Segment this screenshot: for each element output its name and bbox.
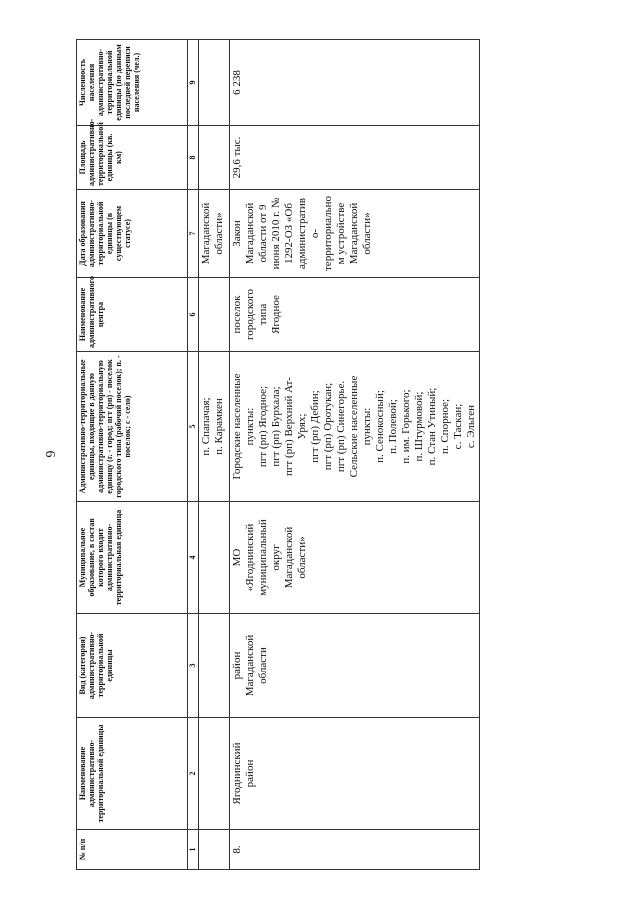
header-cell-num: № п/п [77, 830, 188, 870]
text-line: о- [309, 228, 321, 239]
unit-kind-cell [230, 614, 480, 718]
text-line: Магаданской [244, 202, 256, 265]
text-line: п. Спапачая; [200, 397, 212, 456]
header-cell-name: Наименование административно-территориальной единицы [77, 718, 188, 830]
text-line: административ [296, 198, 308, 269]
column-number: 8 [188, 126, 199, 190]
continued-date-cell [199, 190, 230, 278]
formation-date-cell [230, 190, 480, 278]
text-line: муниципальный [257, 519, 269, 596]
column-number-row [188, 40, 199, 870]
municipality-cell [230, 502, 480, 614]
text-line: пгт (рп) Оротукан; [322, 382, 334, 471]
population-cell: 6 238 [230, 40, 480, 126]
text-line: пгт (рп) Синегорье. [335, 380, 347, 473]
text-line: области» [213, 212, 225, 255]
text-line: п. Стан Утиный; [426, 387, 438, 466]
text-line: июня 2010 г. № [270, 197, 282, 270]
text-line: Магаданской [200, 202, 212, 265]
registry-table [76, 39, 480, 870]
text-line: п. Штурмовой; [413, 391, 425, 462]
header-cell-center: Наименование административного центра [77, 278, 188, 352]
column-number: 9 [188, 40, 199, 126]
text-line: п. Карамкен [213, 398, 225, 455]
header-cell-settlements: Административно-территориальные единицы, входящие в данную административно-территориальную единицу (г. - город; пгт (рп) - поселок городского типа (рабочий поселок); п. - поселок; с - село) [77, 352, 188, 502]
table-cell [199, 126, 230, 190]
text-line: пункты: [244, 407, 256, 446]
text-line: Закон [231, 220, 243, 247]
continued-settlements-cell [199, 352, 230, 502]
text-line: Городские населенные [231, 373, 243, 480]
text-line: район [244, 759, 256, 788]
header-row [77, 40, 188, 870]
text-line: Урях; [296, 413, 308, 440]
text-line: области от 9 [257, 204, 269, 263]
column-number: 7 [188, 190, 199, 278]
column-number: 3 [188, 614, 199, 718]
text-line: округ [270, 544, 282, 571]
text-line: Ягоднинский [231, 742, 243, 805]
table-cell [199, 278, 230, 352]
page-number: 6 [42, 450, 57, 458]
text-line: области [257, 647, 269, 684]
text-line: поселок [231, 295, 243, 334]
text-line: Магаданской [283, 526, 295, 589]
text-line: п. Спорное; [439, 398, 451, 455]
row-number-cell: 8. [230, 830, 480, 870]
text-line: области» [296, 536, 308, 579]
text-line: пгт (рп) Дебин; [309, 390, 321, 463]
table-cell [199, 40, 230, 126]
table-cell [199, 830, 230, 870]
text-line: пгт (рп) Бурхала; [270, 386, 282, 467]
column-number: 5 [188, 352, 199, 502]
column-number: 2 [188, 718, 199, 830]
text-line: Сельские населенные [348, 375, 360, 478]
text-line: Магаданской [348, 202, 360, 265]
text-line: пгт (рп) Ягодное; [257, 385, 269, 468]
continued-row [199, 40, 230, 870]
admin-center-cell [230, 278, 480, 352]
text-line: п. Сенокосный; [374, 390, 386, 463]
text-line: МО [231, 548, 243, 567]
table-cell [199, 718, 230, 830]
text-line: городского [244, 289, 256, 340]
text-line: 1292-ОЗ «Об [283, 203, 295, 264]
text-line: типа [257, 303, 269, 326]
text-line: территориально [322, 196, 334, 271]
header-cell-date: Дата образования административно-территориальной единицы (в существующем статусе) [77, 190, 188, 278]
table-cell [199, 502, 230, 614]
area-cell: 29,6 тыс. [230, 126, 480, 190]
text-line: области» [361, 212, 373, 255]
header-cell-population: Численность населения административно-территориальной единицы (по данным последней переписи населения (чел.) [77, 40, 188, 126]
column-number: 6 [188, 278, 199, 352]
header-cell-area: Площадь административно-территориальной единицы (кв. км) [77, 126, 188, 190]
column-number: 1 [188, 830, 199, 870]
column-number: 4 [188, 502, 199, 614]
text-line: Магаданской [244, 634, 256, 697]
table-cell [199, 614, 230, 718]
text-line: Ягодное [270, 295, 282, 334]
text-line: п. им. Горького; [400, 389, 412, 464]
text-line: «Ягоднинский [244, 523, 256, 592]
header-cell-municipality: Муниципальное образование, в состав которого входит административно-территориальная единица [77, 502, 188, 614]
header-cell-kind: Вид (категория) административно-территориальной единицы [77, 614, 188, 718]
registry-table-container [76, 40, 477, 870]
text-line: с. Таскан; [452, 403, 464, 450]
text-line: м устройстве [335, 202, 347, 265]
text-line: район [231, 651, 243, 680]
text-line: пгт (рп) Верхний Ат- [283, 377, 295, 476]
text-line: пункты: [361, 407, 373, 446]
settlements-cell [230, 352, 480, 502]
unit-name-cell [230, 718, 480, 830]
text-line: с. Эльген [465, 404, 477, 449]
text-line: п. Полевой; [387, 399, 399, 454]
table-row [230, 40, 480, 870]
